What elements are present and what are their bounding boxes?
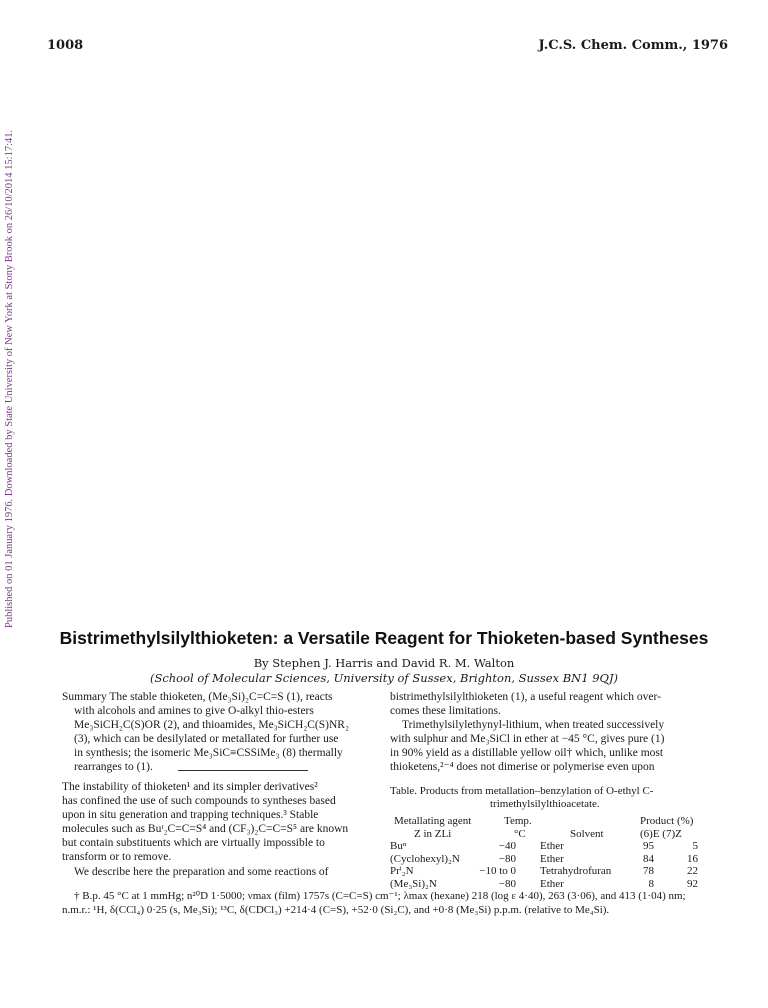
body-line: transform or to remove.	[62, 851, 172, 864]
table-caption-line: trimethylsilylthioacetate.	[490, 798, 600, 810]
table-cell: Buⁿ	[390, 840, 407, 852]
download-note[interactable]: Published on 01 January 1976. Downloaded by State University of New York at Stony Brook on 26/10/2014 15:17:41.	[4, 129, 15, 628]
table-cell: −80	[498, 877, 516, 890]
table-caption-line: Table. Products from metallation–benzylation of O-ethyl C-	[390, 785, 654, 797]
table-cell: (Cyclohexyl)₂N	[390, 852, 460, 865]
table-header-row	[390, 815, 712, 828]
summary-line: Me₃SiCH₂C(S)OR (2), and thioamides, Me₃SiCH₂C(S)NR₂	[74, 719, 349, 732]
table-header-cell: (6)E (7)Z	[640, 827, 682, 840]
table-cell: −80	[498, 852, 516, 865]
affiliation: (School of Molecular Sciences, University of Sussex, Brighton, Sussex BN1 9QJ)	[149, 671, 619, 685]
summary-line: Summary The stable thioketen, (Me₃Si)₂C=C=S (1), reacts	[62, 691, 333, 703]
footnote	[62, 890, 712, 917]
table-cell: Tetrahydrofuran	[540, 865, 612, 877]
products-table	[390, 815, 712, 890]
table-cell: 16	[687, 852, 698, 865]
table-cell: 5	[692, 840, 698, 852]
body-line: Trimethylsilylethynyl-lithium, when treated successively	[402, 719, 665, 732]
body-line: with sulphur and Me₃SiCl in ether at −45 °C, gives pure (1)	[390, 733, 665, 746]
table-caption	[390, 785, 712, 811]
body-line: but contain substituents which are virtually impossible to	[62, 837, 325, 850]
table-row	[390, 840, 712, 853]
table-cell: −40	[498, 840, 516, 852]
body-text-right	[390, 690, 712, 775]
table-cell: 22	[687, 865, 698, 877]
separator-rule	[178, 770, 308, 771]
body-line: upon in situ generation and trapping techniques.³ Stable	[62, 809, 319, 822]
table-row	[390, 865, 712, 878]
table-cell: −10 to 0	[479, 865, 516, 877]
table-cell: 78	[643, 865, 654, 877]
summary-line: (3), which can be desilylated or metallated for further use	[74, 733, 339, 746]
table-cell: 95	[643, 840, 654, 852]
summary-line: in synthesis; the isomeric Me₃SiC≡CSSiMe₃ (8) thermally	[74, 747, 343, 760]
page-number: 1008	[47, 38, 84, 53]
table-cell: Prⁱ₂N	[390, 865, 414, 877]
table-header-cell: Z in ZLi	[414, 827, 452, 840]
table-header-cell: °C	[514, 827, 526, 840]
body-line: thioketens,²⁻⁴ does not dimerise or polymerise even upon	[390, 761, 655, 774]
table-cell: Ether	[540, 852, 564, 865]
table-cell: 84	[643, 852, 654, 865]
author-byline: By Stephen J. Harris and David R. M. Walton	[253, 656, 515, 670]
summary-line: with alcohols and amines to give O-alkyl thio-esters	[74, 705, 314, 718]
table-header-row	[390, 828, 712, 841]
table-header-cell: Temp.	[504, 815, 532, 827]
body-line: has confined the use of such compounds to syntheses based	[62, 795, 336, 808]
table-cell: (Me₃Si)₂N	[390, 877, 437, 890]
footnote-line: † B.p. 45 °C at 1 mmHg; n²⁰D 1·5000; νmax (film) 1757s (C=C=S) cm⁻¹; λmax (hexane) 218 (log ε 4·40), 263 (3·06), and 413 (1·04) nm;	[74, 890, 686, 902]
table-cell: Ether	[540, 877, 564, 890]
body-line: comes these limitations.	[390, 705, 501, 718]
article-title: Bistrimethylsilylthioketen: a Versatile Reagent for Thioketen-based Syntheses	[59, 628, 709, 648]
footnote-line: n.m.r.: ¹H, δ(CCl₄) 0·25 (s, Me₃Si); ¹³C, δ(CDCl₃) +214·4 (C=S), +52·0 (Si₂C), and +0·8 (Me₃Si) p.p.m. (relative to Me₄Si).	[62, 903, 610, 916]
body-text-left	[62, 780, 372, 879]
body-line: in 90% yield as a distillable yellow oil† which, unlike most	[390, 747, 664, 760]
body-line: The instability of thioketen¹ and its simpler derivatives²	[62, 781, 318, 793]
summary-line: rearranges to (1).	[74, 761, 153, 774]
body-line: We describe here the preparation and some reactions of	[74, 865, 329, 878]
table-header-cell: Metallating agent	[394, 815, 472, 827]
table-cell: 8	[648, 877, 654, 890]
table-row	[390, 878, 712, 891]
body-line: molecules such as Buᵗ₂C=C=S⁴ and (CF₃)₂C=C=S⁵ are known	[62, 823, 349, 836]
body-line: bistrimethylsilylthioketen (1), a useful reagent which over-	[390, 691, 661, 703]
table-cell: Ether	[540, 840, 564, 852]
summary	[62, 690, 372, 775]
table-header-cell: Product (%)	[640, 815, 694, 827]
table-row	[390, 853, 712, 866]
journal-header: J.C.S. Chem. Comm., 1976	[538, 38, 728, 53]
table-header-cell: Solvent	[570, 827, 604, 840]
table-cell: 92	[687, 877, 698, 890]
